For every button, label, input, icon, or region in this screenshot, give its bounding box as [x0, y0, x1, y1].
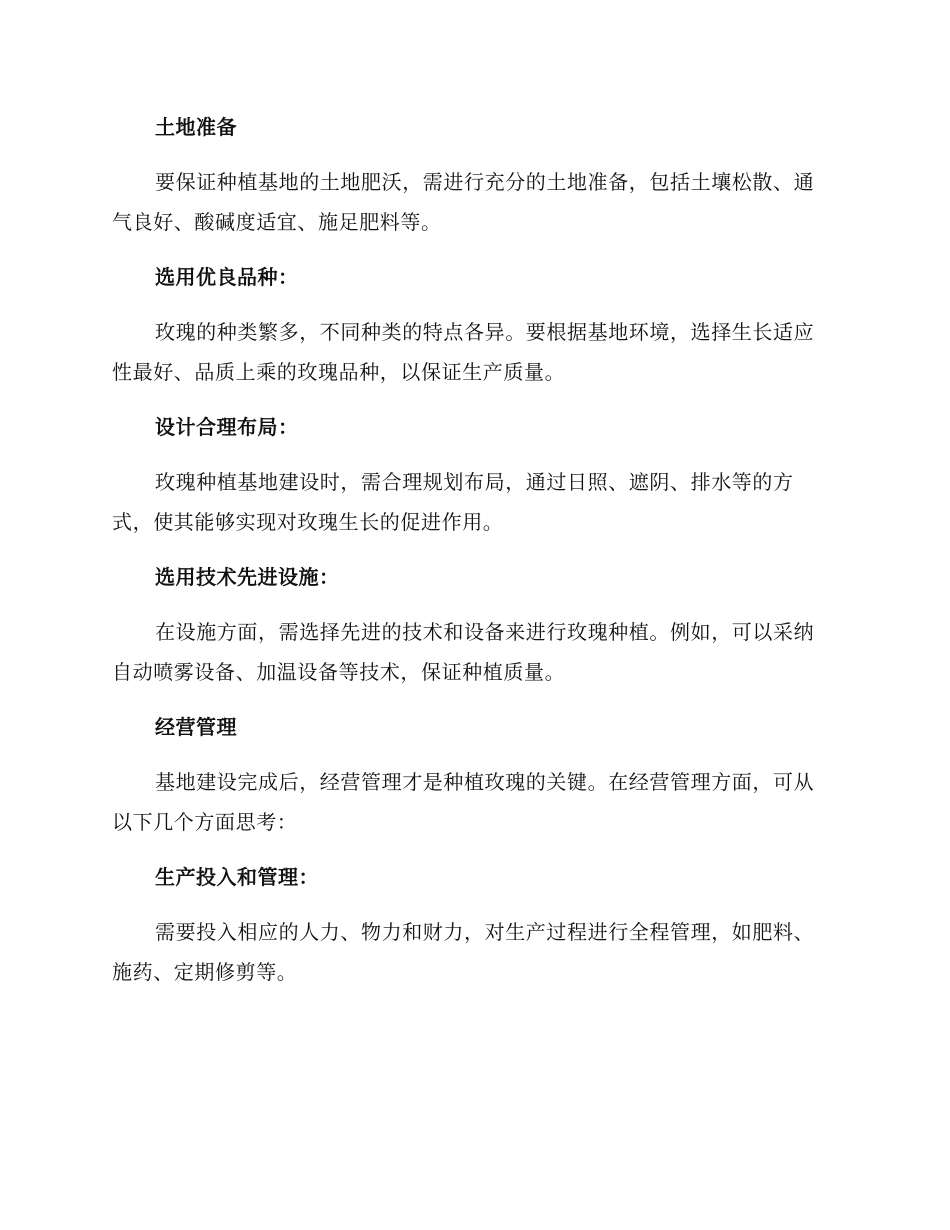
- section-land-preparation: [112, 110, 832, 242]
- document-page: [112, 110, 832, 1010]
- section-production-management: [112, 860, 832, 992]
- section-paragraph: 要保证种植基地的土地肥沃，需进行充分的土地准备，包括土壤松散、通气良好、酸碱度适宜、施足肥料等。: [112, 170, 815, 234]
- section-paragraph: 需要投入相应的人力、物力和财力，对生产过程进行全程管理，如肥料、施药、定期修剪等。: [112, 920, 815, 984]
- section-heading: 设计合理布局：: [155, 415, 299, 439]
- section-layout-design: [112, 410, 832, 542]
- section-heading: 选用技术先进设施：: [155, 565, 340, 589]
- section-paragraph: 在设施方面，需选择先进的技术和设备来进行玫瑰种植。例如，可以采纳自动喷雾设备、加温设备等技术，保证种植质量。: [112, 620, 815, 684]
- section-heading: 生产投入和管理：: [155, 865, 319, 889]
- section-operations-management: [112, 710, 832, 842]
- section-heading: 土地准备: [155, 115, 237, 139]
- section-heading: 选用优良品种：: [155, 265, 299, 289]
- section-paragraph: 玫瑰的种类繁多，不同种类的特点各异。要根据基地环境，选择生长适应性最好、品质上乘的玫瑰品种，以保证生产质量。: [112, 320, 815, 384]
- section-paragraph: 玫瑰种植基地建设时，需合理规划布局，通过日照、遮阴、排水等的方式，使其能够实现对玫瑰生长的促进作用。: [112, 470, 794, 534]
- section-heading: 经营管理: [155, 715, 237, 739]
- section-variety-selection: [112, 260, 832, 392]
- section-advanced-facilities: [112, 560, 832, 692]
- section-paragraph: 基地建设完成后，经营管理才是种植玫瑰的关键。在经营管理方面，可从以下几个方面思考：: [112, 770, 815, 834]
